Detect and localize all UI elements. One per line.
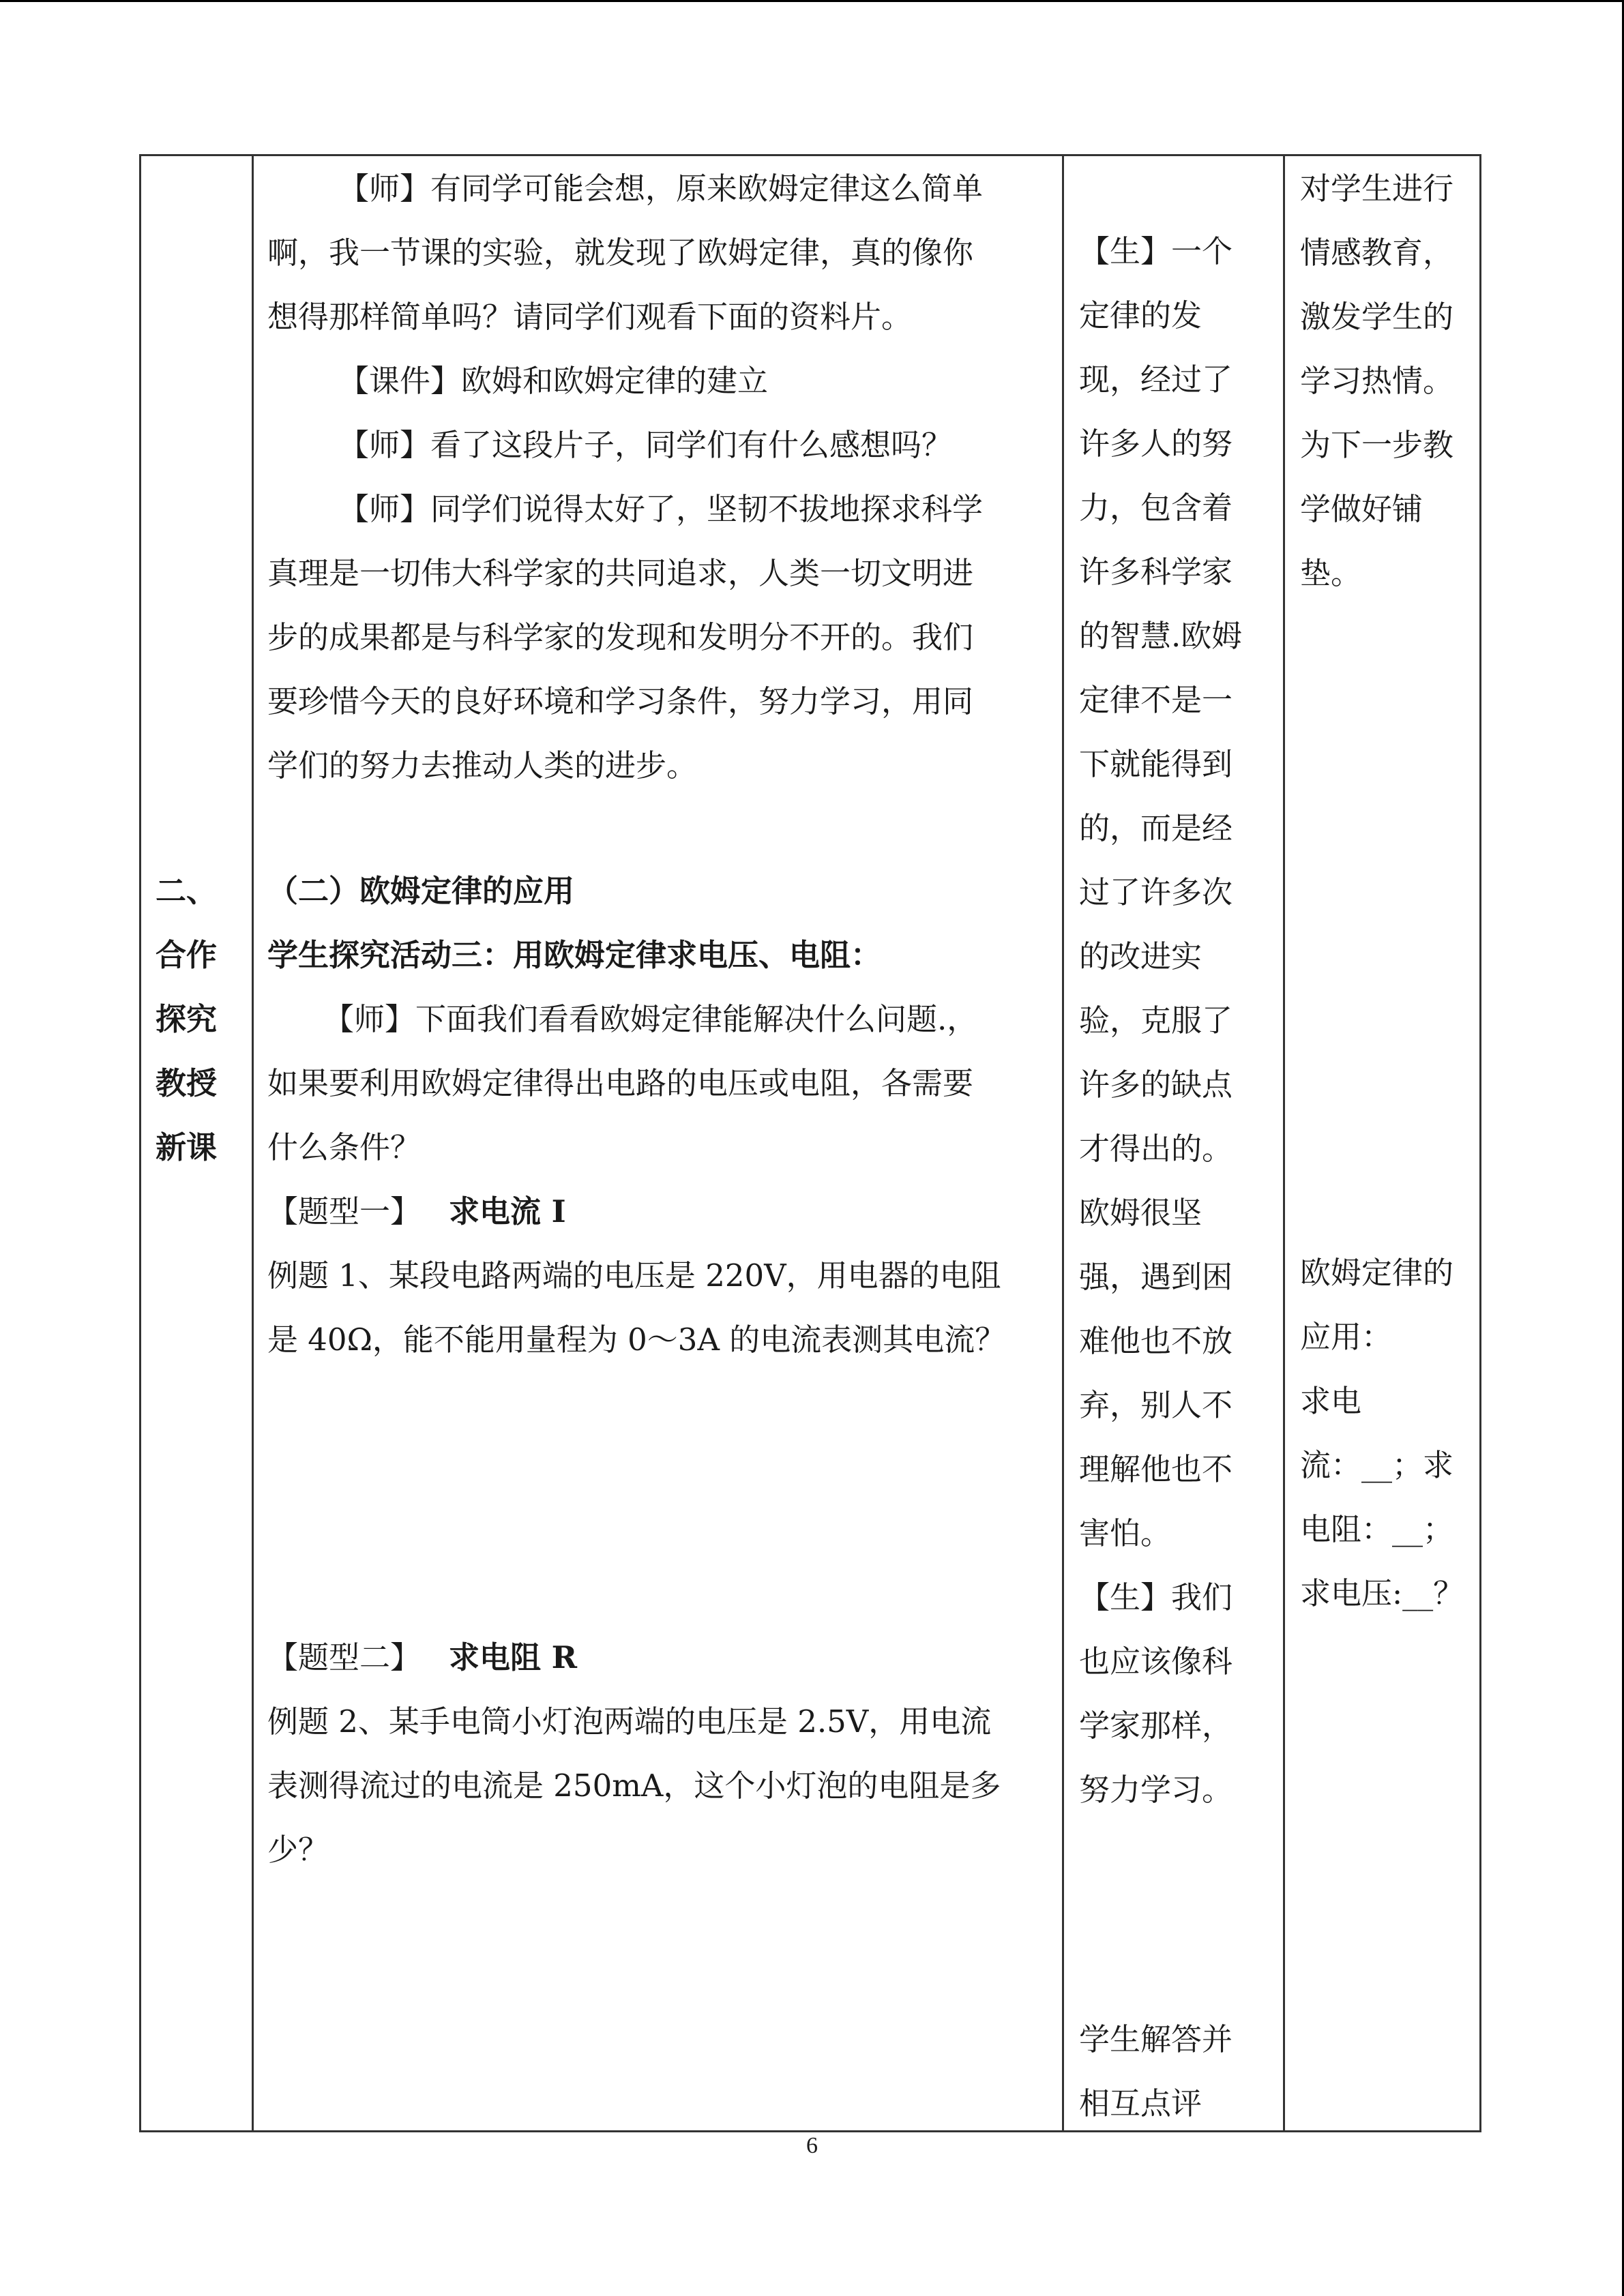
student-line: 力，包含着 (1079, 490, 1233, 526)
paragraph-line: 【师】有同学可能会想，原来欧姆定律这么简单 (338, 170, 984, 207)
student-line: 理解他也不 (1079, 1451, 1233, 1487)
example-line: 是 40Ω，能不能用量程为 0～3A 的电流表测其电流？ (267, 1322, 1006, 1358)
intent-line: 学做好铺 (1300, 491, 1423, 527)
student-line: 许多人的努 (1079, 426, 1233, 462)
intent-line: 对学生进行 (1300, 170, 1454, 207)
student-line: 【生】一个 (1079, 233, 1233, 269)
intent-line: 求电 (1300, 1383, 1362, 1419)
student-line: 也应该像科 (1079, 1643, 1233, 1680)
table-col-border (139, 154, 141, 2132)
student-line: 【生】我们 (1079, 1579, 1233, 1615)
student-line: 现，经过了 (1079, 361, 1233, 398)
student-line: 害怕。 (1079, 1515, 1172, 1551)
courseware-line: 【课件】欧姆和欧姆定律的建立 (338, 363, 769, 399)
table-col-border (1283, 154, 1285, 2132)
question-type-title: 求电流 I (449, 1193, 566, 1229)
paragraph-line: 真理是一切伟大科学家的共同追求，人类一切文明进 (267, 555, 974, 591)
paragraph-line: 什么条件？ (267, 1129, 422, 1165)
table-col-border (252, 154, 254, 2132)
student-line: 的智慧.欧姆 (1079, 618, 1243, 654)
intent-line: 求电压:__？ (1300, 1575, 1464, 1611)
student-line: 验，克服了 (1079, 1002, 1233, 1039)
paragraph-line: 学们的努力去推动人类的进步。 (267, 747, 698, 784)
paragraph-line: 要珍惜今天的良好环境和学习条件，努力学习，用同 (267, 683, 974, 719)
paragraph-line: 想得那样简单吗？请同学们观看下面的资料片。 (267, 299, 913, 335)
section-label-line: 探究 (156, 1001, 218, 1037)
student-line: 下就能得到 (1079, 746, 1233, 782)
question-type-label: 【题型一】 (267, 1193, 422, 1229)
student-line: 定律不是一 (1079, 682, 1233, 718)
student-line: 许多的缺点 (1079, 1067, 1233, 1103)
intent-line: 学习热情。 (1300, 363, 1454, 399)
section-label-line: 教授 (156, 1065, 218, 1101)
section-label-line: 二、 (156, 873, 218, 909)
intent-line: 激发学生的 (1300, 299, 1454, 335)
paragraph-line: 啊，我一节课的实验，就发现了欧姆定律，真的像你 (267, 235, 974, 271)
student-line: 努力学习。 (1079, 1772, 1233, 1808)
table-col-border (1062, 154, 1064, 2132)
page-number: 6 (806, 2133, 818, 2158)
student-line: 才得出的。 (1079, 1131, 1233, 1167)
page-top-border (0, 0, 1624, 2)
paragraph-line: 【师】同学们说得太好了，坚韧不拔地探求科学 (338, 491, 984, 527)
student-line: 学家那样， (1079, 1708, 1233, 1744)
student-line: 的，而是经 (1079, 810, 1233, 846)
section-label-line: 新课 (156, 1129, 218, 1165)
paragraph-line: 步的成果都是与科学家的发现和发明分不开的。我们 (267, 619, 974, 655)
table-bottom-border (139, 2130, 1481, 2132)
intent-line: 流：__；求 (1300, 1447, 1454, 1483)
student-line: 定律的发 (1079, 297, 1202, 333)
subsection-heading: （二）欧姆定律的应用 (267, 873, 575, 909)
paragraph-line: 【师】看了这段片子，同学们有什么感想吗？ (338, 427, 953, 463)
intent-line: 为下一步教 (1300, 427, 1454, 463)
intent-line: 电阻：__； (1300, 1511, 1454, 1547)
student-line: 欧姆很坚 (1079, 1195, 1202, 1231)
example-line: 例题 1、某段电路两端的电压是 220V，用电器的电阻 (267, 1257, 1001, 1294)
paragraph-line: 如果要利用欧姆定律得出电路的电压或电阻，各需要 (267, 1065, 974, 1101)
question-type-label: 【题型二】 (267, 1639, 422, 1675)
intent-line: 欧姆定律的 (1300, 1255, 1454, 1291)
section-label-line: 合作 (156, 937, 218, 973)
student-line: 相互点评 (1079, 2085, 1202, 2121)
question-type-title: 求电阻 R (449, 1639, 578, 1675)
table-top-border (139, 154, 1481, 156)
intent-line: 情感教育， (1300, 235, 1454, 271)
example-line: 例题 2、某手电筒小灯泡两端的电压是 2.5V，用电流 (267, 1703, 992, 1740)
activity-heading: 学生探究活动三：用欧姆定律求电压、电阻： (267, 937, 882, 973)
student-line: 过了许多次 (1079, 874, 1233, 910)
student-line: 许多科学家 (1079, 554, 1233, 590)
student-line: 弃，别人不 (1079, 1387, 1233, 1423)
student-line: 学生解答并 (1079, 2021, 1233, 2057)
student-line: 的改进实 (1079, 938, 1202, 974)
example-line: 表测得流过的电流是 250mA，这个小灯泡的电阻是多 (267, 1768, 1001, 1804)
paragraph-line: 【师】下面我们看看欧姆定律能解决什么问题.， (323, 1001, 978, 1037)
student-line: 难他也不放 (1079, 1323, 1233, 1359)
intent-line: 应用： (1300, 1319, 1393, 1355)
example-line: 少？ (267, 1832, 329, 1868)
intent-line: 垫。 (1300, 555, 1362, 591)
table-col-border (1479, 154, 1481, 2132)
student-line: 强，遇到困 (1079, 1259, 1233, 1295)
